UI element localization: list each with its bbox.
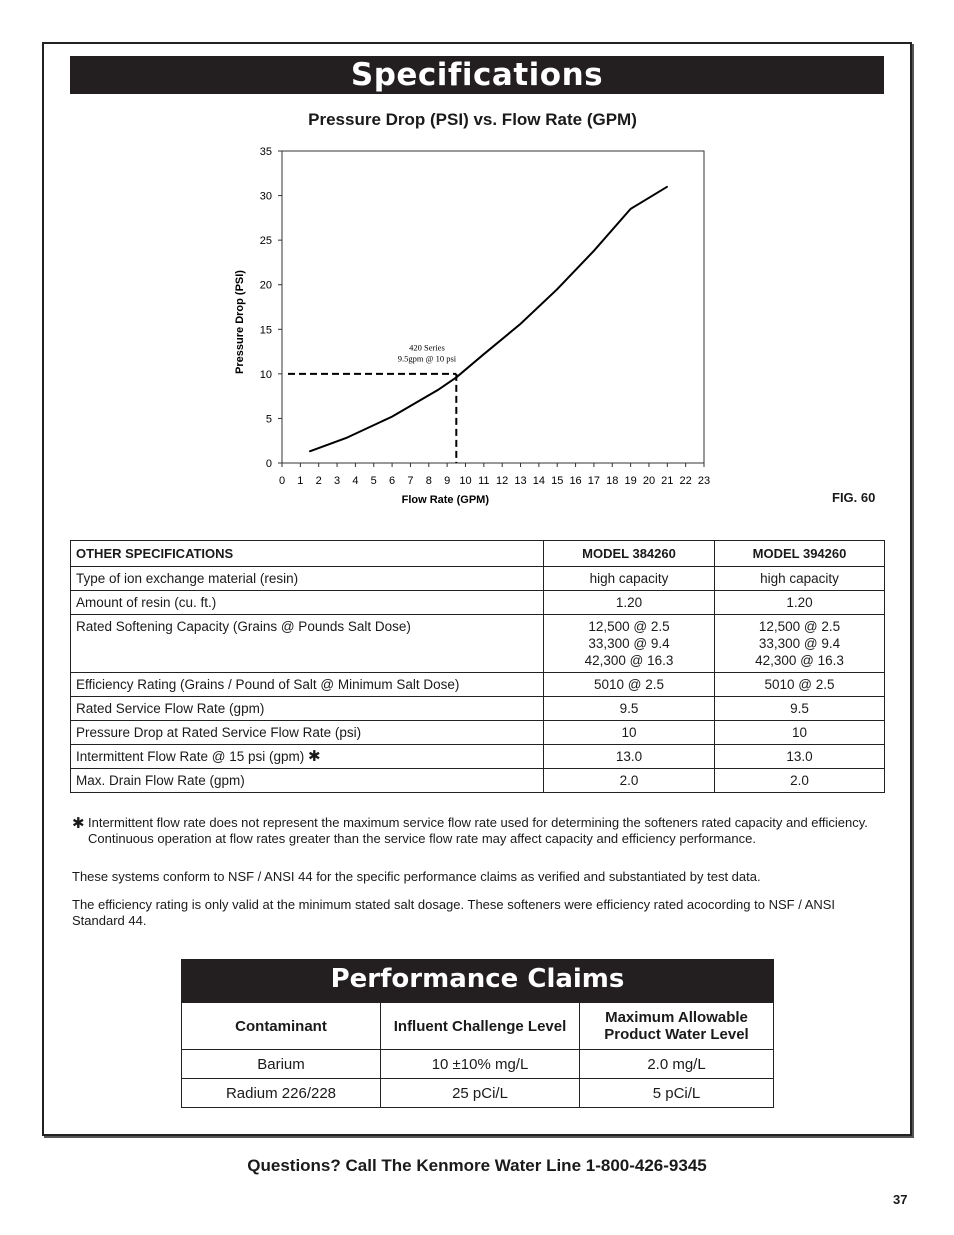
spec-label-cell bbox=[71, 673, 544, 697]
data-point bbox=[483, 354, 484, 355]
data-point bbox=[391, 416, 392, 417]
y-tick-label: 20 bbox=[259, 279, 272, 292]
spec-value-cell bbox=[544, 745, 715, 769]
data-point bbox=[667, 186, 668, 187]
cell-text: Amount of resin (cu. ft.) bbox=[76, 595, 217, 610]
support-phone-line: Questions? Call The Kenmore Water Line 1-800-426-9345 bbox=[247, 1156, 707, 1175]
pc-cell: 2.0 mg/L bbox=[580, 1050, 774, 1079]
cell-text: 10 bbox=[621, 725, 637, 740]
x-tick-label: 20 bbox=[642, 475, 656, 487]
spec-value-cell bbox=[715, 567, 885, 591]
page-number: 37 bbox=[893, 1192, 908, 1207]
page-title: Specifications bbox=[70, 56, 884, 94]
spec-label-cell bbox=[71, 697, 544, 721]
cell-text: 5010 @ 2.5 bbox=[764, 677, 835, 692]
spec-value-cell bbox=[715, 745, 885, 769]
spec-value-cell bbox=[544, 769, 715, 793]
cell-text: Rated Softening Capacity (Grains @ Pounds Salt Dose) bbox=[76, 619, 411, 634]
spec-label-cell bbox=[71, 721, 544, 745]
cell-text: 12,500 @ 2.5 33,300 @ 9.4 42,300 @ 16.3 bbox=[755, 619, 844, 668]
data-point bbox=[557, 289, 558, 290]
specs-header: MODEL 384260 bbox=[544, 541, 715, 567]
specs-header: OTHER SPECIFICATIONS bbox=[71, 541, 544, 567]
data-point bbox=[593, 250, 594, 251]
table-row bbox=[71, 615, 885, 673]
spec-label-cell bbox=[71, 769, 544, 793]
pc-cell: 25 pCi/L bbox=[381, 1079, 580, 1108]
cell-text: 2.0 bbox=[619, 773, 639, 788]
x-tick-label: 2 bbox=[315, 475, 322, 487]
figure-label: FIG. 60 bbox=[832, 490, 876, 505]
x-tick-label: 15 bbox=[551, 475, 564, 487]
x-tick-label: 19 bbox=[624, 475, 637, 487]
x-tick-label: 10 bbox=[459, 475, 472, 487]
specs-table bbox=[70, 540, 885, 793]
specs-header: MODEL 394260 bbox=[715, 541, 885, 567]
x-tick-label: 9 bbox=[444, 475, 451, 487]
table-row bbox=[71, 591, 885, 615]
data-point bbox=[630, 208, 631, 209]
spec-value-cell bbox=[715, 697, 885, 721]
cell-text: 13.0 bbox=[615, 749, 643, 764]
cell-text: 13.0 bbox=[786, 749, 813, 764]
y-tick-label: 15 bbox=[259, 324, 272, 337]
x-tick-label: 5 bbox=[370, 475, 377, 487]
spec-value-cell bbox=[544, 567, 715, 591]
y-tick-label: 0 bbox=[265, 458, 272, 470]
spec-label-cell bbox=[71, 745, 544, 769]
x-tick-label: 8 bbox=[425, 475, 432, 487]
table-row bbox=[71, 673, 885, 697]
spec-label-cell bbox=[71, 615, 544, 673]
y-tick-label: 30 bbox=[259, 190, 272, 203]
spec-value-cell bbox=[544, 721, 715, 745]
x-tick-label: 6 bbox=[389, 475, 396, 487]
cell-text: Rated Service Flow Rate (gpm) bbox=[76, 701, 265, 716]
asterisk-icon: ✱ bbox=[72, 815, 85, 832]
pc-cell: 5 pCi/L bbox=[580, 1079, 774, 1108]
cell-text: 12,500 @ 2.5 33,300 @ 9.4 42,300 @ 16.3 bbox=[584, 619, 674, 668]
y-tick-label: 25 bbox=[259, 235, 272, 248]
spec-label-cell bbox=[71, 567, 544, 591]
x-tick-label: 14 bbox=[532, 475, 545, 487]
table-row bbox=[71, 697, 885, 721]
cell-text: Intermittent Flow Rate @ 15 psi (gpm) bbox=[76, 749, 305, 764]
x-tick-label: 12 bbox=[496, 475, 509, 487]
x-tick-label: 1 bbox=[297, 475, 304, 487]
x-tick-label: 3 bbox=[333, 475, 341, 487]
plot-area bbox=[282, 151, 704, 463]
x-tick-label: 7 bbox=[407, 475, 414, 487]
spec-value-cell bbox=[715, 591, 885, 615]
y-axis-label: Pressure Drop (PSI) bbox=[234, 270, 246, 374]
chart-annotation: 9.5gpm @ 10 psi bbox=[397, 353, 457, 364]
cell-text: 9.5 bbox=[790, 701, 809, 716]
pc-cell: 10 ±10% mg/L bbox=[381, 1050, 580, 1079]
cell-text: Max. Drain Flow Rate (gpm) bbox=[76, 773, 245, 788]
cell-text: 10 bbox=[791, 725, 808, 740]
spec-value-cell bbox=[715, 673, 885, 697]
nsf-conformance-text: These systems conform to NSF / ANSI 44 for the specific performance claims as verified and substantiated by test data. bbox=[72, 869, 761, 884]
cell-text: 1.20 bbox=[615, 595, 643, 610]
cell-text: 2.0 bbox=[790, 773, 809, 788]
pressure-drop-chart bbox=[230, 138, 720, 510]
data-point bbox=[520, 323, 521, 324]
spec-value-cell bbox=[715, 615, 885, 673]
spec-value-cell bbox=[544, 591, 715, 615]
x-tick-label: 21 bbox=[661, 475, 674, 487]
x-tick-label: 22 bbox=[679, 475, 692, 487]
pc-header: Contaminant bbox=[182, 1003, 381, 1050]
spec-value-cell bbox=[715, 769, 885, 793]
series-line bbox=[310, 187, 668, 452]
cell-text: 1.20 bbox=[786, 595, 813, 610]
x-tick-label: 18 bbox=[606, 475, 619, 487]
chart-annotation: 420 Series bbox=[409, 342, 445, 353]
x-tick-label: 23 bbox=[697, 475, 711, 487]
cell-text: high capacity bbox=[589, 571, 669, 586]
cell-text: Pressure Drop at Rated Service Flow Rate (psi) bbox=[76, 725, 362, 740]
table-row bbox=[182, 1079, 774, 1108]
spec-label-cell bbox=[71, 591, 544, 615]
cell-text: high capacity bbox=[760, 571, 839, 586]
spec-value-cell bbox=[544, 615, 715, 673]
table-row bbox=[71, 769, 885, 793]
table-row bbox=[71, 567, 885, 591]
cell-text: 5010 @ 2.5 bbox=[593, 677, 664, 692]
x-tick-label: 4 bbox=[352, 475, 359, 487]
y-tick-label: 35 bbox=[259, 146, 272, 158]
footnote bbox=[72, 815, 887, 847]
x-tick-label: 16 bbox=[569, 475, 582, 487]
table-row bbox=[71, 721, 885, 745]
performance-claims-title: Performance Claims bbox=[181, 959, 774, 1002]
y-tick-label: 10 bbox=[259, 368, 272, 381]
pc-header-row bbox=[182, 1003, 774, 1050]
footnote-text: Intermittent flow rate does not represent the maximum service flow rate used for determining the softeners rated capacity and efficiency. Continuous operation at flow rates greater than the service flow rate may affect capacity and efficiency performance. bbox=[88, 815, 868, 846]
efficiency-note-text: The efficiency rating is only valid at the minimum stated salt dosage. These softeners were efficiency rated acocording to NSF / ANSI Standard 44. bbox=[72, 897, 836, 928]
x-tick-label: 11 bbox=[478, 475, 490, 487]
data-point bbox=[309, 451, 310, 452]
cell-text: 9.5 bbox=[619, 701, 639, 716]
spec-value-cell bbox=[544, 673, 715, 697]
data-point bbox=[346, 437, 347, 438]
pc-cell: Radium 226/228 bbox=[182, 1079, 381, 1108]
spec-value-cell bbox=[715, 721, 885, 745]
spec-value-cell bbox=[544, 697, 715, 721]
data-point bbox=[437, 389, 438, 390]
x-tick-label: 17 bbox=[587, 475, 601, 487]
x-axis-label: Flow Rate (GPM) bbox=[401, 494, 489, 506]
pc-cell: Barium bbox=[182, 1050, 381, 1079]
data-point bbox=[456, 377, 457, 378]
cell-text: Type of ion exchange material (resin) bbox=[76, 571, 299, 586]
pc-header: Maximum Allowable Product Water Level bbox=[580, 1003, 774, 1050]
table-row bbox=[182, 1050, 774, 1079]
performance-claims-table bbox=[181, 1002, 774, 1108]
chart-title: Pressure Drop (PSI) vs. Flow Rate (GPM) bbox=[308, 110, 637, 129]
x-tick-label: 0 bbox=[278, 475, 286, 487]
asterisk-icon: ✱ bbox=[308, 748, 321, 765]
y-tick-label: 5 bbox=[265, 413, 272, 426]
pc-header: Influent Challenge Level bbox=[381, 1003, 580, 1050]
x-tick-label: 13 bbox=[514, 475, 527, 487]
specs-header-row bbox=[71, 541, 885, 567]
cell-text: Efficiency Rating (Grains / Pound of Salt @ Minimum Salt Dose) bbox=[76, 677, 460, 692]
table-row bbox=[71, 745, 885, 769]
